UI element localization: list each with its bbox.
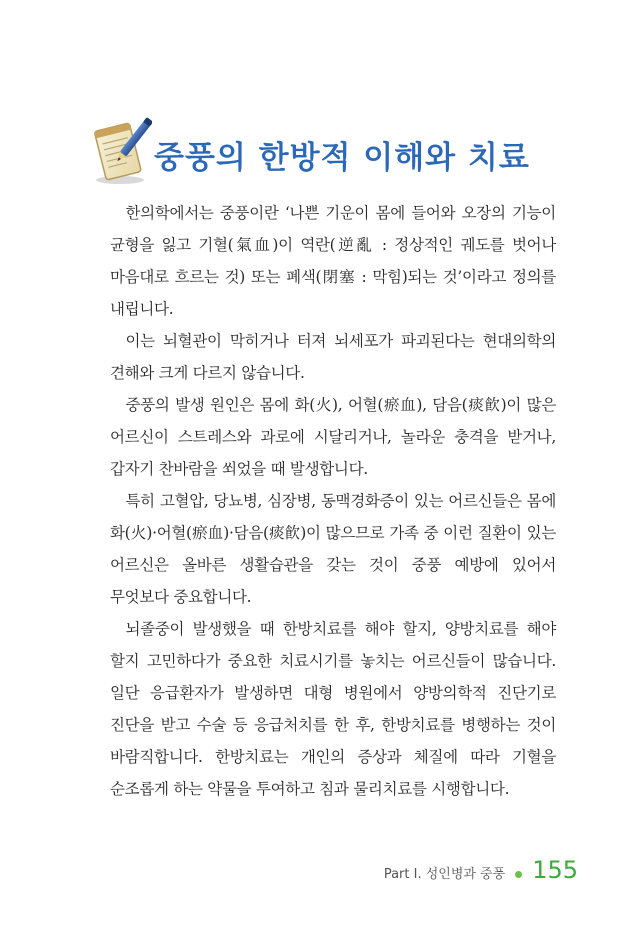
bullet-dot-icon bbox=[515, 871, 522, 878]
paragraph: 뇌졸중이 발생했을 때 한방치료를 해야 할지, 양방치료를 해야 할지 고민하다가 중요한 치료시기를 놓치는 어르신들이 많습니다. 일단 응급환자가 발생하면 대형 병원에서 양방의학적 진단기로 진단을 받고 수술 등 응급처치를 한 후, 한방치료를 병행하는 것이 바람직합니다. 한방치료는 개인의 증상과 체질에 따라 기혈을 순조롭게 하는 약물을 투여하고 침과 물리치료를 시행합니다. bbox=[110, 620, 556, 798]
paragraph: 특히 고혈압, 당뇨병, 심장병, 동맥경화증이 있는 어르신들은 몸에 화(火)·어혈(瘀血)·담음(痰飮)이 많으므로 가족 중 이런 질환이 있는 어르신은 올바른 생활습관을 갖는 것이 중풍 예방에 있어서 무엇보다 중요합니다. bbox=[110, 492, 556, 606]
notepad-pen-icon bbox=[90, 112, 152, 186]
body-text bbox=[110, 197, 556, 805]
section-title: 중풍의 한방적 이해와 치료 bbox=[154, 140, 530, 176]
page-number: 155 bbox=[532, 856, 578, 884]
paragraph: 이는 뇌혈관이 막히거나 터져 뇌세포가 파괴된다는 현대의학의 견해와 크게 다르지 않습니다. bbox=[110, 332, 556, 382]
running-footer-part: Part Ⅰ. 성인병과 중풍 bbox=[383, 867, 506, 882]
paragraph: 중풍의 발생 원인은 몸에 화(火), 어혈(瘀血), 담음(痰飮)이 많은 어르신이 스트레스와 과로에 시달리거나, 놀라운 충격을 받거나, 갑자기 찬바람을 쐬었을 때 발생합니다. bbox=[110, 396, 556, 478]
paragraph: 한의학에서는 중풍이란 ‘나쁜 기운이 몸에 들어와 오장의 기능이 균형을 잃고 기혈(氣血)이 역란(逆亂 : 정상적인 궤도를 벗어나 마음대로 흐르는 것) 또는 폐색(閉塞 : 막힘)되는 것’이라고 정의를 내립니다. bbox=[110, 204, 556, 318]
page-footer bbox=[384, 856, 578, 884]
section-heading bbox=[90, 112, 560, 192]
